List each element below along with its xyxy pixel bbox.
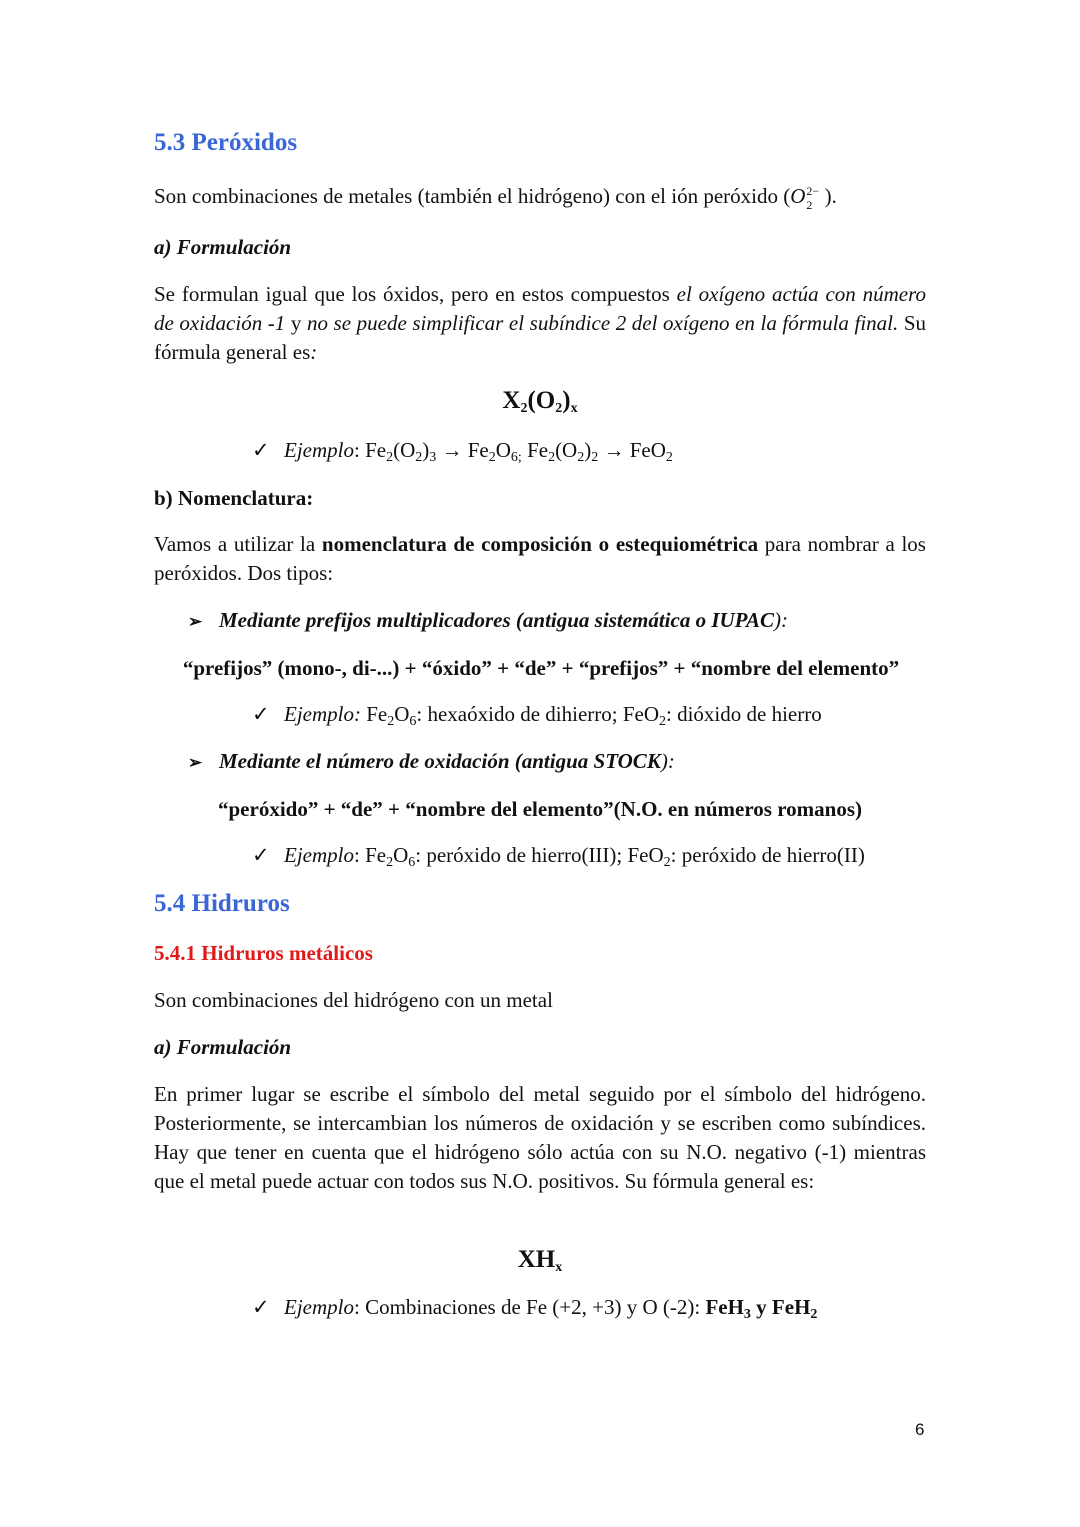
- hidruros-intro: Son combinaciones del hidrógeno con un metal: [154, 988, 553, 1012]
- ex1-t4: ): [422, 438, 430, 462]
- hidruros-formulacion-paragraph: En primer lugar se escribe el símbolo del metal seguido por el símbolo del hidrógeno. Posteriormente, se intercambian los números de oxidación y se escriben como subíndices. Hay que tener en cuenta que el hidrógeno sólo actúa con su N.O. negativo (-1) mientras que el metal puede actuar con todos sus N.O. positivos. Su fórmula general es:: [154, 1082, 926, 1193]
- ex3-a7: : peróxido de hierro(II): [670, 843, 865, 867]
- intro-text: Son combinaciones de metales (también el hidrógeno) con el ión peróxido (: [154, 184, 791, 208]
- hydride-formula-main: XH: [517, 1246, 556, 1273]
- ex1-t0: : Fe: [353, 438, 387, 462]
- ex1-t17: 2: [665, 450, 673, 465]
- ex1-t10: Fe: [521, 438, 549, 462]
- formula-sub-o2: 2: [555, 401, 563, 416]
- checkmark-icon: ✓: [252, 843, 270, 867]
- checkmark-icon: ✓: [252, 702, 270, 726]
- example-formulation-peroxide: [252, 436, 673, 465]
- formula-o: (O: [527, 387, 556, 414]
- hydride-ex-b2s: 2: [810, 1307, 818, 1322]
- ex1-t6: → Fe: [436, 438, 489, 462]
- section-title-hidruros: 5.4 Hidruros: [154, 890, 290, 917]
- ex2-a4: 6: [409, 714, 417, 729]
- hydride-ex-b1: FeH: [705, 1295, 744, 1319]
- bullet-stock: [188, 747, 675, 777]
- ion-sub: 2: [806, 198, 813, 212]
- hydride-example-text: : Combinaciones de Fe (+2, +3) y O (-2):: [353, 1295, 706, 1319]
- ex2-a7: : dióxido de hierro: [666, 702, 822, 726]
- ex3-a6: 2: [663, 855, 671, 870]
- general-formula-peroxide: [154, 386, 926, 415]
- hydride-ex-b1s: 3: [743, 1307, 751, 1322]
- general-formula-hydride: [154, 1245, 926, 1274]
- para-text-3: Su fórmula general es: [154, 311, 927, 364]
- ex2-a3: O: [394, 702, 410, 726]
- nom-bold: nomenclatura de composición o estequiométrica: [321, 532, 759, 556]
- section-title-peroxidos: 5.3 Peróxidos: [154, 129, 298, 156]
- rule-stock: “peróxido” + “de” + “nombre del elemento”(N.O. en números romanos): [218, 797, 862, 821]
- subsection-nomenclatura: b) Nomenclatura:: [154, 486, 314, 510]
- hydride-formula-sub: x: [555, 1260, 563, 1275]
- bullet-prefijos: [188, 606, 788, 636]
- formula-x: X: [502, 387, 521, 414]
- ex1-t13: 2: [577, 450, 585, 465]
- rule-prefijos: “prefijos” (mono-, di-...) + “óxido” + “de” + “prefijos” + “nombre del elemento”: [182, 656, 900, 680]
- ion-charge: 2−: [806, 184, 820, 198]
- example-iupac: [252, 700, 822, 729]
- ex1-t5: 3: [429, 450, 437, 465]
- intro-end: ).: [819, 184, 837, 208]
- example-label: Ejemplo: [284, 438, 354, 462]
- ex1-t7: 2: [488, 450, 496, 465]
- ex3-a3: O: [393, 843, 409, 867]
- ex2-a6: 2: [659, 714, 667, 729]
- ex1-t9: 6;: [510, 450, 522, 465]
- ex3-a5: : peróxido de hierro(III); FeO: [415, 843, 664, 867]
- para-text-1: Se formulan igual que los óxidos, pero en estos compuestos: [154, 282, 677, 306]
- ex1-t16: → FeO: [598, 438, 666, 462]
- ex3-a: : Fe: [353, 843, 387, 867]
- arrow-bullet-icon: ➢: [188, 612, 203, 631]
- hydride-ex-b2: y FeH: [750, 1295, 811, 1319]
- ex1-t3: 2: [415, 450, 423, 465]
- bullet2-text: Mediante el número de oxidación (antigua STOCK: [219, 749, 661, 773]
- nomenclatura-paragraph: [154, 530, 926, 588]
- subsection-title-hidruros-metalicos: 5.4.1 Hidruros metálicos: [154, 941, 373, 965]
- page-number: 6: [915, 1420, 925, 1439]
- ex1-t12: (O: [555, 438, 578, 462]
- bullet1-end: ):: [773, 608, 788, 632]
- formulacion-paragraph: [154, 280, 926, 367]
- ex2-a2: 2: [387, 714, 395, 729]
- para-colon: :: [310, 340, 318, 364]
- ex2-a: Fe: [360, 702, 388, 726]
- example-label: Ejemplo: [284, 1295, 354, 1319]
- example-stock: [252, 841, 865, 870]
- ex3-a4: 6: [408, 855, 416, 870]
- ex1-t2: (O: [393, 438, 416, 462]
- formula-sub-2: 2: [520, 401, 528, 416]
- subsection-formulacion: a) Formulación: [154, 235, 292, 259]
- example-label: Ejemplo: [284, 843, 354, 867]
- ex1-t14: ): [584, 438, 592, 462]
- para-text-2: y: [285, 311, 307, 335]
- para-italic-1: el oxígeno actúa con número de oxidación -1: [154, 282, 926, 335]
- ion-symbol: O: [790, 184, 806, 208]
- example-hydride: [252, 1293, 817, 1322]
- ex1-t1: 2: [386, 450, 394, 465]
- para-italic-2: no se puede simplificar el subíndice 2 del oxígeno en la fórmula final.: [306, 311, 899, 335]
- ex3-a2: 2: [386, 855, 394, 870]
- nom-text-1: Vamos a utilizar la: [154, 532, 322, 556]
- checkmark-icon: ✓: [252, 1295, 270, 1319]
- subsection-formulacion-hidruros: a) Formulación: [154, 1035, 292, 1059]
- ex1-t8: O: [495, 438, 511, 462]
- bullet2-end: ):: [660, 749, 675, 773]
- ex2-a5: : hexaóxido de dihierro; FeO: [416, 702, 660, 726]
- nom-text-2: para nombrar a los peróxidos. Dos tipos:: [154, 532, 926, 585]
- bullet1-text: Mediante prefijos multiplicadores (antigua sistemática o IUPAC: [219, 608, 774, 632]
- ex1-t15: 2: [591, 450, 599, 465]
- formula-close: ): [562, 387, 571, 414]
- ex1-t11: 2: [548, 450, 556, 465]
- example-label: Ejemplo:: [284, 702, 361, 726]
- peroxidos-intro: [154, 182, 926, 211]
- checkmark-icon: ✓: [252, 438, 270, 462]
- formula-sub-x: x: [570, 401, 578, 416]
- arrow-bullet-icon: ➢: [188, 753, 203, 772]
- ion-scripts: [805, 184, 820, 212]
